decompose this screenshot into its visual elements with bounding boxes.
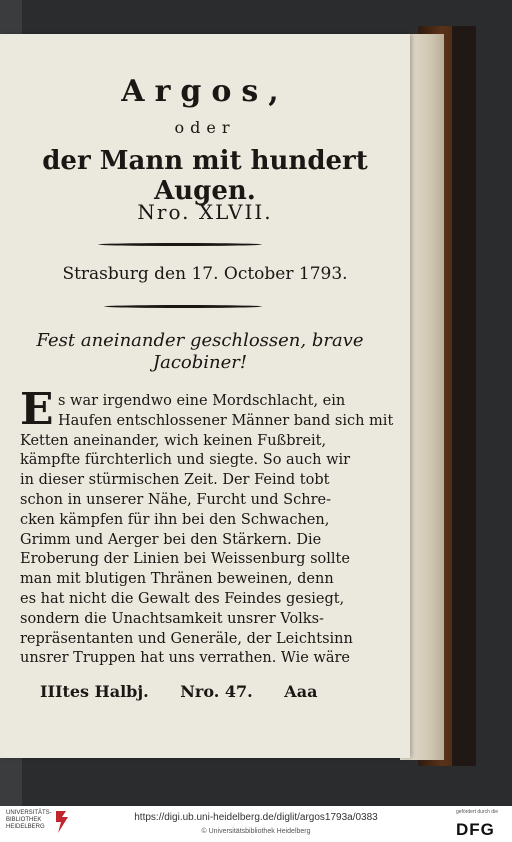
body-line: man mit blutigen Thränen beweinen, denn bbox=[20, 571, 334, 588]
book-page bbox=[0, 34, 410, 758]
body-line: es hat nicht die Gewalt des Feindes gesiegt, bbox=[20, 590, 345, 607]
library-name: UNIVERSITÄTS-BIBLIOTHEK HEIDELBERG bbox=[6, 810, 52, 830]
ornamental-rule-bottom bbox=[104, 305, 262, 308]
copyright-notice: © Universitätsbibliothek Heidelberg bbox=[201, 828, 311, 835]
body-line: Haufen entschlossener Männer band sich mit bbox=[58, 412, 394, 429]
body-line: unsrer Truppen hat uns verrathen. Wie wäre bbox=[20, 650, 350, 667]
permalink-url[interactable]: https://digi.ub.uni-heidelberg.de/diglit/argos1793a/0383 bbox=[134, 812, 378, 823]
body-line: s war irgendwo eine Mordschlacht, ein bbox=[58, 393, 346, 409]
page-subtitle: oder bbox=[174, 118, 236, 137]
issue-number: Nro. XLVII. bbox=[137, 200, 273, 224]
body-line: sondern die Unachtsamkeit unsrer Volks- bbox=[20, 610, 324, 627]
dfg-logo[interactable]: DFG bbox=[456, 820, 495, 839]
page-footer bbox=[40, 682, 340, 701]
footer-volume: IIItes Halbj. bbox=[40, 682, 149, 701]
book-spine-shadow bbox=[452, 26, 476, 766]
ornamental-rule-top bbox=[98, 243, 262, 246]
funded-by-label: gefördert durch die bbox=[456, 809, 498, 815]
body-line: kämpfte fürchterlich und siegte. So auch wir bbox=[20, 452, 351, 469]
body-line: schon in unserer Nähe, Furcht und Schre- bbox=[20, 491, 331, 508]
footer-issue: Nro. 47. bbox=[180, 682, 253, 701]
issue-date: Strasburg den 17. October 1793. bbox=[62, 264, 348, 284]
body-line: cken kämpfen für ihn bei den Schwachen, bbox=[20, 511, 330, 528]
page-full-title: der Mann mit hundert Augen. bbox=[42, 146, 368, 206]
body-line: Grimm und Aerger bei den Stärkern. Die bbox=[20, 531, 322, 548]
body-line: in dieser stürmischen Zeit. Der Feind tobt bbox=[20, 472, 330, 489]
page-title: Argos, bbox=[121, 74, 289, 109]
body-line: Ketten aneinander, wich keinen Fußbreit, bbox=[20, 432, 327, 449]
article-heading: Fest aneinander geschlossen, brave Jacobiner! bbox=[36, 330, 364, 373]
body-line: Eroberung der Linien bei Weissenburg sollte bbox=[20, 551, 350, 568]
footer-signature: Aaa bbox=[284, 682, 318, 701]
article-body bbox=[20, 392, 394, 669]
drop-cap: E bbox=[20, 384, 54, 435]
body-line: repräsentanten und Generäle, der Leichtsinn bbox=[20, 630, 353, 647]
